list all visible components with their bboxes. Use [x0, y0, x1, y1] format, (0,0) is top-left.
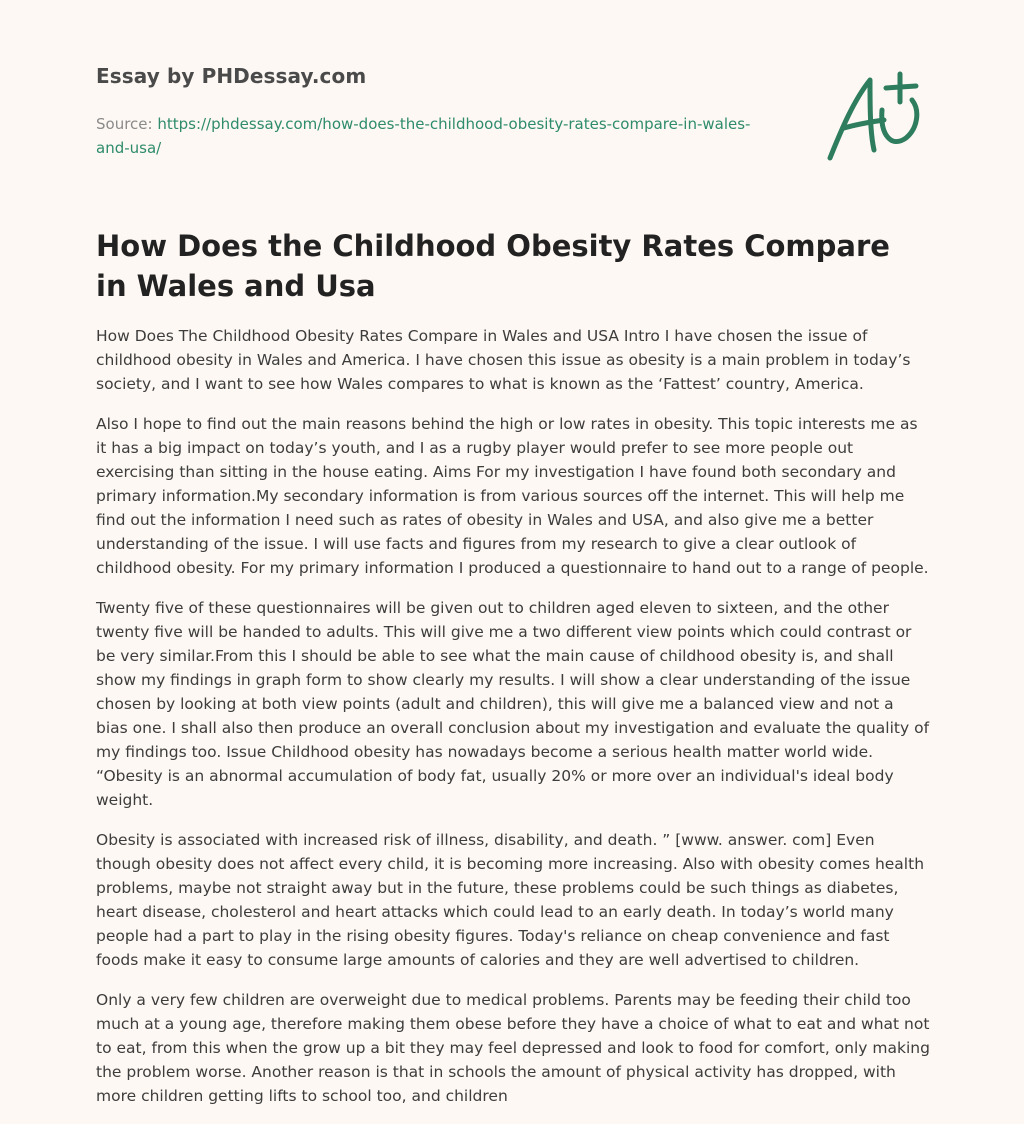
essay-title: How Does the Childhood Obesity Rates Compare in Wales and Usa [96, 229, 890, 303]
essay-paragraph: Only a very few children are overweight due to medical problems. Parents may be feeding their child too much at a young age, therefore making them obese before they have a choice of what to eat and what not to eat, from this when the grow up a bit they may feel depressed and look to food for comfort, only making the problem worse. Another reason is that in schools the amount of physical activity has dropped, with more children getting lifts to school too, and children [96, 991, 930, 1105]
essay-paragraph: How Does The Childhood Obesity Rates Compare in Wales and USA Intro I have chosen the issue of childhood obesity in Wales and America. I have chosen this issue as obesity is a main problem in today’s society, and I want to see how Wales compares to what is known as the ‘Fattest’ country, America. [96, 327, 911, 393]
a-plus-logo-icon [820, 66, 930, 166]
source-line [96, 112, 776, 160]
source-label: Source: [96, 115, 158, 133]
essay-paragraph: Twenty five of these questionnaires will be given out to children aged eleven to sixteen, and the other twenty five will be handed to adults. This will give me a two different view points which could contrast or be very similar.From this I should be able to see what the main cause of childhood obesity is, and shall show my findings in graph form to show clearly my results. I will show a clear understanding of the issue chosen by looking at both view points (adult and children), this will give me a balanced view and not a bias one. I shall also then produce an overall conclusion about my investigation and evaluate the quality of my findings too. Issue Childhood obesity has nowadays become a serious health matter world wide. “Obesity is an abnormal accumulation of body fat, usually 20% or more over an individual's ideal body weight. [96, 599, 930, 809]
essay-paragraph: Also I hope to find out the main reasons behind the high or low rates in obesity. This topic interests me as it has a big impact on today’s youth, and I as a rugby player would prefer to see more people out exercising than sitting in the house eating. Aims For my investigation I have found both secondary and primary information.My secondary information is from various sources off the internet. This will help me find out the information I need such as rates of obesity in Wales and USA, and also give me a better understanding of the issue. I will use facts and figures from my research to give a clear outlook of childhood obesity. For my primary information I produced a questionnaire to hand out to a range of people. [96, 415, 929, 577]
essay-paragraph: Obesity is associated with increased risk of illness, disability, and death. ” [www. answer. com] Even though obesity does not affect every child, it is becoming more increasing. Also with obesity comes health problems, maybe not straight away but in the future, these problems could be such things as diabetes, heart disease, cholesterol and heart attacks which could lead to an early death. In today’s world many people had a part to play in the rising obesity figures. Today's reliance on cheap convenience and fast foods make it easy to consume large amounts of calories and they are well advertised to children. [96, 831, 925, 969]
essay-body [96, 324, 930, 1124]
source-link[interactable]: https://phdessay.com/how-does-the-childhood-obesity-rates-compare-in-wales-and-usa/ [96, 115, 751, 157]
site-brand: Essay by PHDessay.com [96, 64, 367, 88]
